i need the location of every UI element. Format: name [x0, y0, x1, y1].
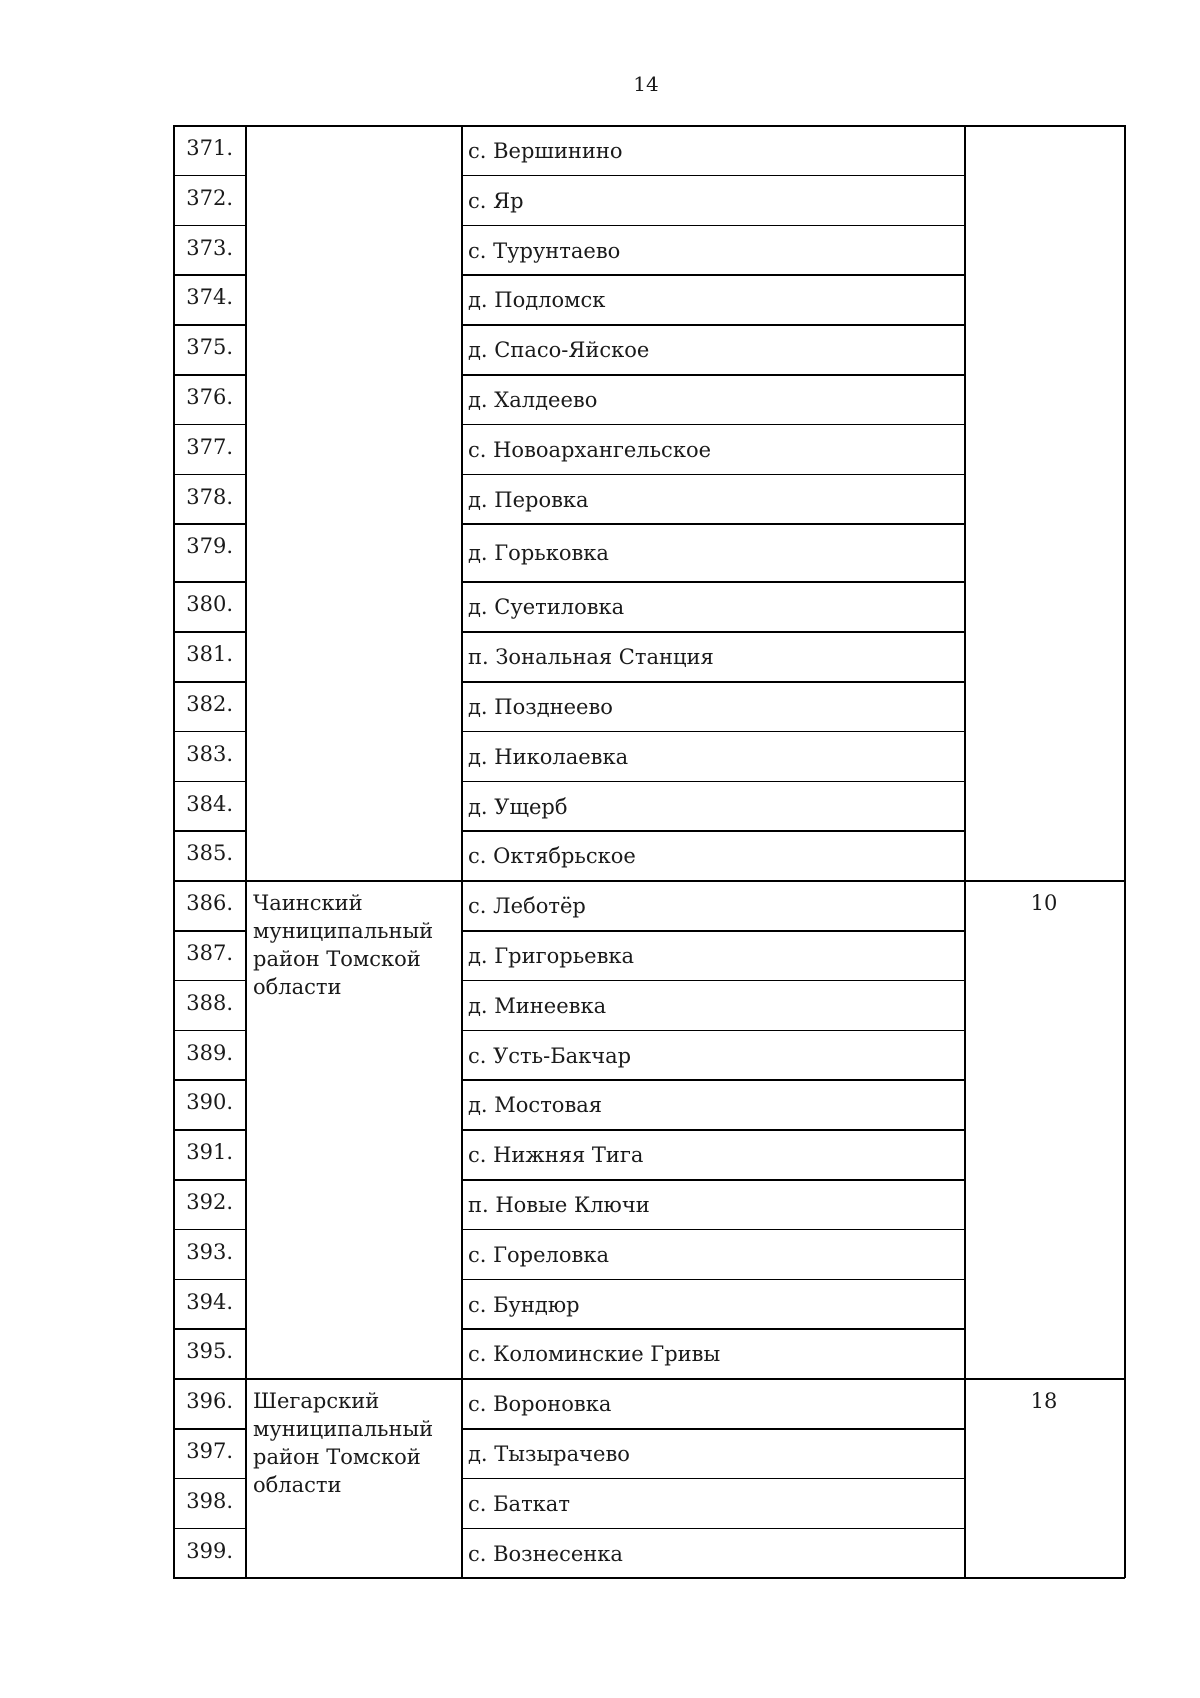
settlement-name: с. Вершинино — [468, 138, 623, 163]
row-divider-place — [461, 1179, 965, 1181]
row-divider-place — [461, 1478, 965, 1480]
row-divider-place — [461, 731, 965, 733]
row-number: 387. — [186, 941, 233, 965]
row-number: 371. — [186, 136, 233, 160]
row-divider-num — [173, 631, 246, 633]
settlement-name: с. Баткат — [468, 1491, 570, 1516]
row-number: 391. — [186, 1140, 233, 1165]
row-divider-place — [461, 374, 965, 376]
settlement-name: д. Спасо-Яйское — [468, 338, 650, 363]
settlement-name: с. Нижняя Тига — [468, 1143, 644, 1168]
settlement-name: д. Суетиловка — [468, 595, 625, 620]
row-number: 374. — [186, 285, 233, 310]
column-border-3 — [964, 125, 966, 1578]
row-number: 381. — [186, 642, 233, 667]
row-divider-place — [461, 324, 965, 326]
row-divider-num — [173, 1179, 246, 1181]
row-number: 377. — [186, 434, 233, 459]
row-divider-num — [173, 523, 246, 525]
column-border-4 — [1124, 125, 1126, 1578]
settlement-name: с. Бундюр — [468, 1292, 580, 1317]
settlement-name: с. Усть-Бакчар — [468, 1043, 632, 1068]
row-divider-num — [173, 1079, 246, 1081]
page-number: 14 — [633, 72, 659, 96]
row-divider-place — [461, 980, 965, 982]
row-divider-place — [461, 1428, 965, 1430]
row-divider-place — [461, 1030, 965, 1032]
row-number: 389. — [186, 1040, 233, 1065]
row-number: 384. — [186, 791, 233, 816]
row-divider-num — [173, 1428, 246, 1430]
row-divider-place — [461, 681, 965, 683]
row-number: 383. — [186, 741, 233, 766]
row-divider-place — [461, 225, 965, 227]
settlement-name: с. Октябрьское — [468, 844, 636, 869]
settlement-name: д. Тызырачево — [468, 1441, 630, 1466]
row-number: 395. — [186, 1339, 233, 1364]
settlement-name: п. Новые Ключи — [468, 1192, 650, 1217]
settlement-count: 10 — [1030, 891, 1058, 916]
row-number: 373. — [186, 235, 233, 260]
row-divider-num — [173, 374, 246, 376]
row-divider-num — [173, 175, 246, 177]
settlement-name: д. Перовка — [468, 487, 589, 512]
group-divider — [173, 1577, 1125, 1579]
settlement-name: с. Яр — [468, 188, 524, 213]
row-number: 372. — [186, 185, 233, 210]
row-divider-num — [173, 274, 246, 276]
row-divider-place — [461, 581, 965, 583]
settlement-name: д. Николаевка — [468, 744, 629, 769]
row-divider-place — [461, 830, 965, 832]
settlement-name: д. Позднеево — [468, 694, 613, 719]
row-divider-num — [173, 1129, 246, 1131]
row-divider-place — [461, 1279, 965, 1281]
row-number: 396. — [186, 1389, 233, 1414]
settlement-name: с. Вознесенка — [468, 1541, 623, 1566]
row-number: 380. — [186, 592, 233, 617]
row-divider-num — [173, 1528, 246, 1530]
settlement-name: с. Коломинские Гривы — [468, 1342, 721, 1367]
group-divider — [173, 880, 1125, 882]
row-number: 398. — [186, 1488, 233, 1513]
group-divider — [173, 1378, 1125, 1380]
row-number: 397. — [186, 1439, 233, 1463]
row-divider-place — [461, 781, 965, 783]
row-number: 379. — [186, 534, 233, 559]
row-number: 375. — [186, 335, 233, 360]
row-divider-place — [461, 474, 965, 476]
settlement-name: д. Ущерб — [468, 794, 568, 819]
row-divider-place — [461, 523, 965, 525]
row-number: 393. — [186, 1239, 233, 1264]
settlement-name: с. Новоархангельское — [468, 437, 712, 462]
row-divider-place — [461, 274, 965, 276]
column-border-2 — [461, 125, 463, 1578]
row-divider-place — [461, 1328, 965, 1330]
row-divider-num — [173, 681, 246, 683]
row-divider-num — [173, 474, 246, 476]
row-divider-num — [173, 1478, 246, 1480]
row-divider-num — [173, 1030, 246, 1032]
settlement-count: 18 — [1030, 1389, 1058, 1414]
row-number: 386. — [186, 891, 233, 916]
row-number: 399. — [186, 1538, 233, 1563]
row-number: 392. — [186, 1190, 233, 1214]
row-divider-num — [173, 581, 246, 583]
row-divider-place — [461, 1229, 965, 1231]
row-divider-place — [461, 1528, 965, 1530]
row-divider-place — [461, 631, 965, 633]
row-number: 390. — [186, 1090, 233, 1115]
row-divider-num — [173, 225, 246, 227]
row-divider-place — [461, 1129, 965, 1131]
row-divider-num — [173, 781, 246, 783]
settlement-name: д. Минеевка — [468, 993, 607, 1018]
row-divider-num — [173, 1279, 246, 1281]
settlement-name: с. Леботёр — [468, 894, 586, 919]
row-number: 388. — [186, 990, 233, 1015]
settlement-name: с. Гореловка — [468, 1242, 609, 1267]
row-divider-num — [173, 424, 246, 426]
settlement-name: д. Горьковка — [468, 541, 609, 566]
row-divider-num — [173, 1328, 246, 1330]
settlement-name: д. Халдеево — [468, 387, 598, 412]
row-number: 382. — [186, 692, 233, 716]
row-divider-place — [461, 175, 965, 177]
settlement-name: д. Григорьевка — [468, 943, 635, 968]
row-divider-num — [173, 324, 246, 326]
row-number: 376. — [186, 385, 233, 409]
column-border-0 — [173, 125, 175, 1578]
column-border-1 — [245, 125, 247, 1578]
row-number: 378. — [186, 484, 233, 509]
row-divider-place — [461, 1079, 965, 1081]
row-divider-place — [461, 424, 965, 426]
table-top-border — [173, 125, 1125, 127]
settlement-name: п. Зональная Станция — [468, 645, 714, 670]
row-divider-num — [173, 930, 246, 932]
row-divider-num — [173, 830, 246, 832]
row-divider-num — [173, 1229, 246, 1231]
settlement-name: с. Турунтаево — [468, 238, 621, 263]
settlements-table — [173, 125, 1124, 1580]
row-number: 394. — [186, 1289, 233, 1314]
district-name: Шегарский муниципальный район Томской области — [253, 1389, 434, 1498]
district-name: Чаинский муниципальный район Томской области — [253, 891, 434, 1000]
row-divider-num — [173, 731, 246, 733]
row-divider-place — [461, 930, 965, 932]
settlement-name: с. Вороновка — [468, 1392, 612, 1417]
row-number: 385. — [186, 841, 233, 866]
settlement-name: д. Подломск — [468, 288, 606, 313]
row-divider-num — [173, 980, 246, 982]
settlement-name: д. Мостовая — [468, 1093, 603, 1118]
